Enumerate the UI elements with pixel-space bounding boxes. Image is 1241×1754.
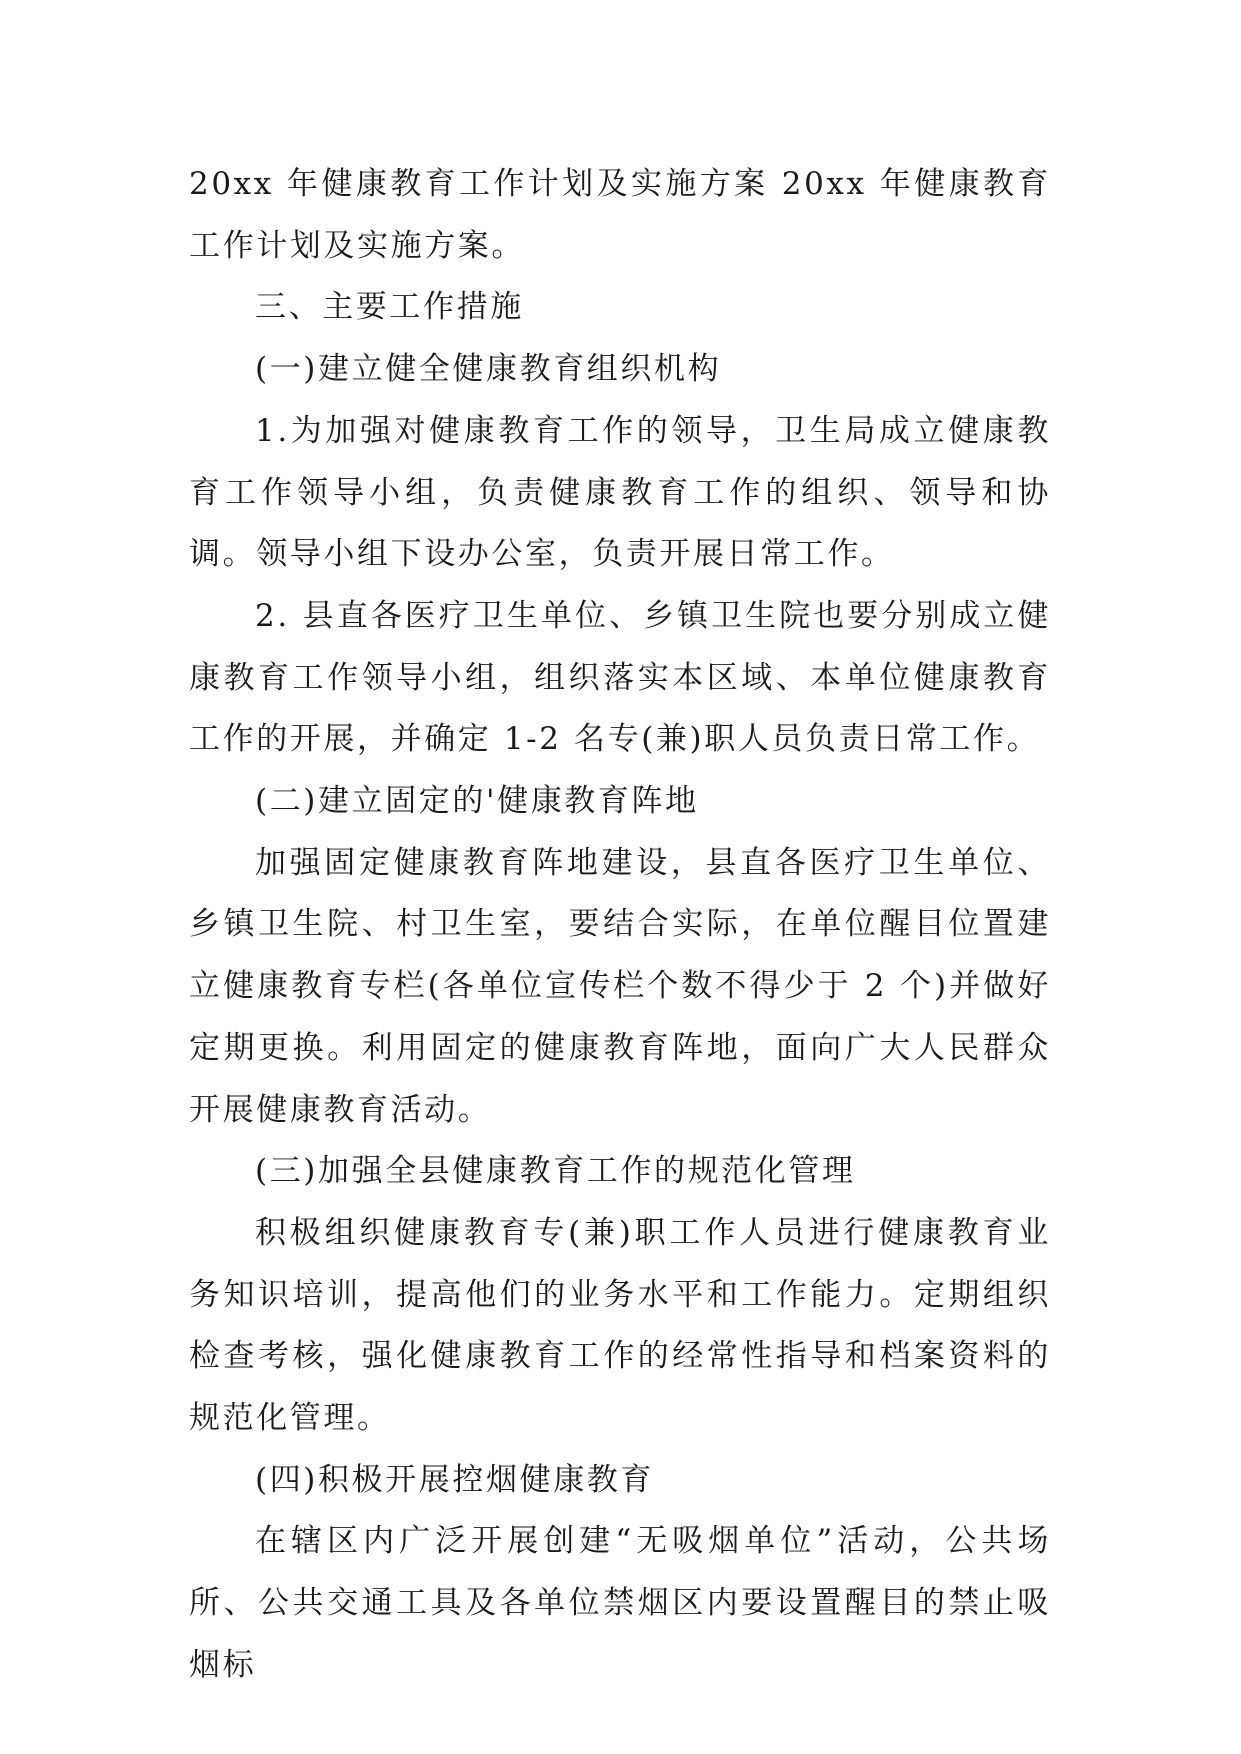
subheading-organization: (一)建立健全健康教育组织机构 [255, 351, 722, 388]
section-heading-main-measures: 三、主要工作措施 [255, 289, 524, 326]
subheading-tobacco-control: (四)积极开展控烟健康教育 [255, 1461, 654, 1498]
paragraph-tobacco-control: 在辖区内广泛开展创建“无吸烟单位”活动，公共场所、公共交通工具及各单位禁烟区内要设置醒目的禁止吸烟标 [189, 1523, 1051, 1683]
paragraph-education-base: 加强固定健康教育阵地建设，县直各医疗卫生单位、乡镇卫生院、村卫生室，要结合实际，在单位醒目位置建立健康教育专栏(各单位宣传栏个数不得少于 2 个)并做好定期更换。利用固定的健康教育阵地，面向广大人民群众开展健康教育活动。 [189, 844, 1051, 1128]
subheading-standardized-management: (三)加强全县健康教育工作的规范化管理 [255, 1153, 856, 1190]
paragraph-item-1: 1.为加强对健康教育工作的领导，卫生局成立健康教育工作领导小组，负责健康教育工作的组织、领导和协调。领导小组下设办公室，负责开展日常工作。 [189, 412, 1051, 573]
paragraph-intro: 20xx 年健康教育工作计划及实施方案 20xx 年健康教育工作计划及实施方案。 [189, 166, 1051, 264]
paragraph-standardized-management: 积极组织健康教育专(兼)职工作人员进行健康教育业务知识培训，提高他们的业务水平和工作能力。定期组织检查考核，强化健康教育工作的经常性指导和档案资料的规范化管理。 [189, 1214, 1051, 1437]
subheading-education-base: (二)建立固定的'健康教育阵地 [255, 783, 699, 820]
document-body [189, 154, 1051, 1697]
paragraph-item-2: 2. 县直各医疗卫生单位、乡镇卫生院也要分别成立健康教育工作领导小组，组织落实本区域、本单位健康教育工作的开展，并确定 1-2 名专(兼)职人员负责日常工作。 [189, 597, 1051, 758]
